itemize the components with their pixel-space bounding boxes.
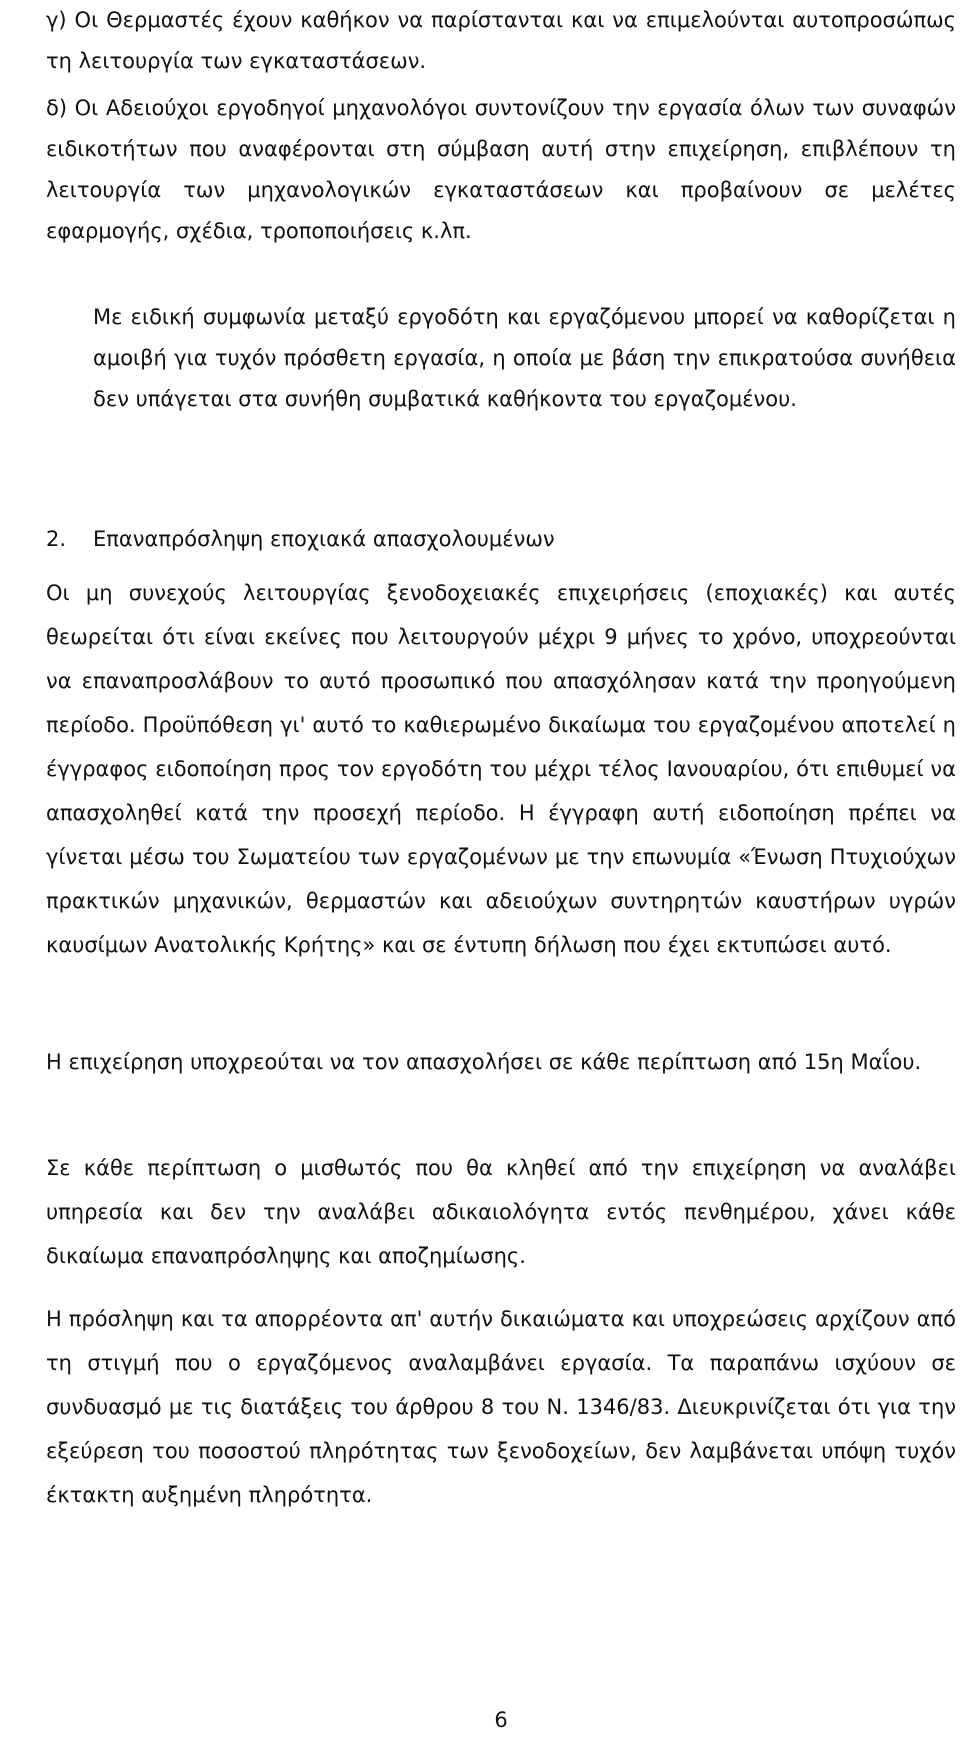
- paragraph-special-agreement: Με ειδική συμφωνία μεταξύ εργοδότη και εργαζόμενου μπορεί να καθορίζεται η αμοιβή για τυχόν πρόσθετη εργασία, η οποία με βάση την επικρατούσα συνήθεια δεν υπάγεται στα συνήθη συμβατικά καθήκοντα του εργαζομένου.: [93, 305, 956, 411]
- clause-delta: δ) Οι Αδειούχοι εργοδηγοί μηχανολόγοι συντονίζουν την εργασία όλων των συναφών ειδικοτήτων που αναφέρονται στη σύμβαση αυτή στην επιχείρηση, επιβλέπουν τη λειτουργία των μηχανολογικών εγκαταστάσεων και προβαίνουν σε μελέτες εφαρμογής, σχέδια, τροποποιήσεις κ.λπ.: [46, 96, 956, 243]
- clause-gamma: γ) Οι Θερμαστές έχουν καθήκον να παρίστανται και να επιμελούνται αυτοπροσώπως τη λειτουργία των εγκαταστάσεων.: [46, 8, 956, 73]
- document-page: [46, 0, 956, 1744]
- section-number: 2.: [46, 527, 67, 551]
- paragraph-failure-to-report: Σε κάθε περίπτωση ο μισθωτός που θα κληθεί από την επιχείρηση να αναλάβει υπηρεσία και δεν την αναλάβει αδικαιολόγητα εντός πενθημέρου, χάνει κάθε δικαίωμα επαναπρόσληψης και αποζημίωσης.: [46, 1156, 956, 1268]
- page-number: 6: [494, 1708, 508, 1732]
- section-heading: [46, 519, 555, 559]
- section-title: Επαναπρόσληψη εποχιακά απασχολουμένων: [93, 527, 555, 551]
- paragraph-employment-obligation: Η επιχείρηση υποχρεούται να τον απασχολήσει σε κάθε περίπτωση από 15η Μαΐου.: [46, 1050, 922, 1074]
- paragraph-seasonal-rehiring: Οι μη συνεχούς λειτουργίας ξενοδοχειακές επιχειρήσεις (εποχιακές) και αυτές θεωρείται ότι είναι εκείνες που λειτουργούν μέχρι 9 μήνες το χρόνο, υποχρεούνται να επαναπροσλάβουν το αυτό προσωπικό που απασχόλησαν κατά την προηγούμενη περίοδο. Προϋπόθεση γι' αυτό το καθιερωμένο δικαίωμα του εργαζομένου αποτελεί η έγγραφος ειδοποίηση προς τον εργοδότη του μέχρι τέλος Ιανουαρίου, ότι επιθυμεί να απασχοληθεί κατά την προσεχή περίοδο. Η έγγραφη αυτή ειδοποίηση πρέπει να γίνεται μέσω του Σωματείου των εργαζομένων με την επωνυμία «Ένωση Πτυχιούχων πρακτικών μηχανικών, θερμαστών και αδειούχων συντηρητών καυστήρων υγρών καυσίμων Ανατολικής Κρήτης» και σε έντυπη δήλωση που έχει εκτυπώσει αυτό.: [46, 581, 956, 957]
- paragraph-rights-and-obligations: Η πρόσληψη και τα απορρέοντα απ' αυτήν δικαιώματα και υποχρεώσεις αρχίζουν από τη στιγμή που ο εργαζόμενος αναλαμβάνει εργασία. Τα παραπάνω ισχύουν σε συνδυασμό με τις διατάξεις του άρθρου 8 του Ν. 1346/83. Διευκρινίζεται ότι για την εξεύρεση του ποσοστού πληρότητας των ξενοδοχείων, δεν λαμβάνεται υπόψη τυχόν έκτακτη αυξημένη πληρότητα.: [46, 1307, 956, 1507]
